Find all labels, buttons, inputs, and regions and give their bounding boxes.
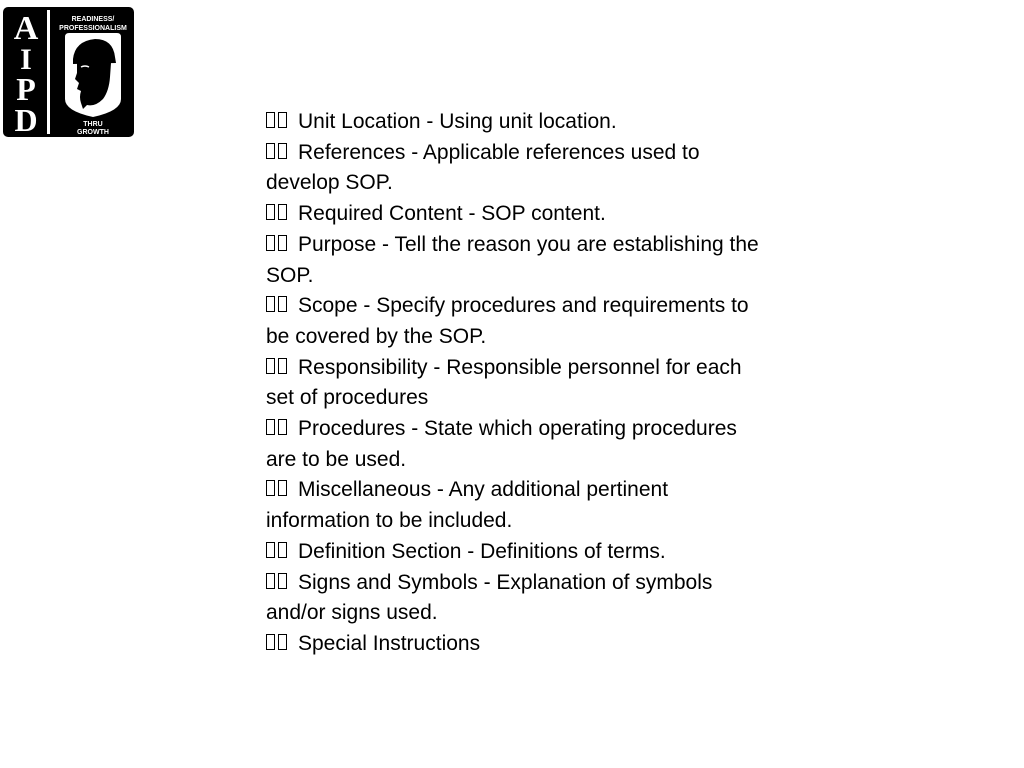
list-item xyxy=(266,291,766,352)
list-item xyxy=(266,537,766,568)
sop-content-list xyxy=(266,107,766,660)
svg-text:I: I xyxy=(20,43,32,76)
list-item xyxy=(266,629,766,660)
list-item xyxy=(266,138,766,199)
list-item xyxy=(266,107,766,138)
list-item-text: References - Applicable references used to develop SOP. xyxy=(266,140,700,195)
bullet-glyph-icon xyxy=(266,203,290,223)
svg-text:THRU: THRU xyxy=(83,121,103,128)
list-item-text: Miscellaneous - Any additional pertinent information to be included. xyxy=(266,478,669,533)
list-item-text: Purpose - Tell the reason you are establishing the SOP. xyxy=(266,232,759,287)
list-item-text: Responsibility - Responsible personnel for each set of procedures xyxy=(266,355,742,410)
list-item-text: Required Content - SOP content. xyxy=(298,202,606,226)
list-item-text: Scope - Specify procedures and requirements to be covered by the SOP. xyxy=(266,294,749,348)
bullet-glyph-icon xyxy=(266,479,290,499)
svg-text:D: D xyxy=(14,102,38,137)
list-item xyxy=(266,230,766,291)
aipd-logo-graphic xyxy=(3,7,134,137)
svg-text:GROWTH: GROWTH xyxy=(77,129,109,136)
bullet-glyph-icon xyxy=(266,295,290,315)
list-item-text: Procedures - State which operating procedures are to be used. xyxy=(266,417,737,471)
list-item xyxy=(266,568,766,629)
list-item xyxy=(266,475,766,536)
list-item-text: Signs and Symbols - Explanation of symbols and/or signs used. xyxy=(266,570,713,625)
svg-text:PROFESSIONALISM: PROFESSIONALISM xyxy=(59,25,127,32)
bullet-glyph-icon xyxy=(266,572,290,592)
svg-text:A: A xyxy=(13,10,39,47)
aipd-logo xyxy=(3,7,134,137)
list-item-text: Unit Location - Using unit location. xyxy=(298,110,617,133)
svg-text:P: P xyxy=(16,71,36,107)
bullet-glyph-icon xyxy=(266,111,290,131)
bullet-glyph-icon xyxy=(266,633,290,653)
list-item xyxy=(266,414,766,475)
list-item xyxy=(266,199,766,230)
bullet-glyph-icon xyxy=(266,142,290,162)
bullet-glyph-icon xyxy=(266,357,290,377)
bullet-glyph-icon xyxy=(266,541,290,561)
list-item-text: Special Instructions xyxy=(298,631,481,655)
bullet-glyph-icon xyxy=(266,418,290,438)
svg-text:READINESS/: READINESS/ xyxy=(71,16,115,23)
list-item xyxy=(266,353,766,414)
list-item-text: Definition Section - Definitions of terms. xyxy=(298,539,666,563)
bullet-glyph-icon xyxy=(266,234,290,254)
